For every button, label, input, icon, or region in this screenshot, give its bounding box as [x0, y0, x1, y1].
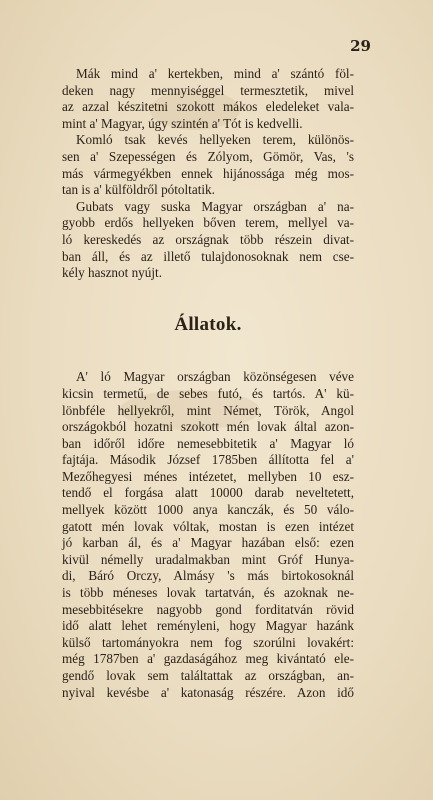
text-line: ló kereskedés az országnak több részein divat- — [62, 231, 354, 247]
text-line: gyobb erdős hellyeken bőven terem, mellyel va- — [62, 215, 354, 231]
text-line: Komló tsak kevés hellyeken terem, különös- — [76, 132, 354, 148]
text-line: fajtája. Második József 1785ben állította fel a' — [62, 452, 354, 468]
page-number: 29 — [350, 37, 371, 55]
text-column — [62, 66, 354, 701]
text-line: az azzal készitetni szokott mákos eledeleket vala- — [62, 99, 354, 115]
text-line: Mezőhegyesi ménes intézetet, mellyben 10 esz- — [62, 468, 354, 484]
paragraph-hops — [62, 132, 354, 198]
paragraph-gall — [62, 199, 354, 282]
paragraph-poppy — [62, 66, 354, 132]
text-line: ban időről időre nemesebbitetik a' Magyar ló — [62, 435, 354, 451]
text-line: tan is a' külföldről pótoltatik. — [62, 182, 215, 198]
text-line: tendő el forgása alatt 10000 darab neveltetett, — [62, 485, 354, 501]
text-line: is több méneses lovak tartatván, és azoknak ne- — [62, 585, 354, 601]
text-line: sen a' Szepességen és Zólyom, Gömör, Vas, 's — [62, 148, 354, 164]
text-line: Mák mind a' kertekben, mind a' szántó föl- — [76, 66, 354, 81]
text-line: nyival kevésbe a' katonaság részére. Azon idő — [62, 684, 354, 700]
text-line: más vármegyékben ennek hijánossága még mos- — [62, 165, 354, 181]
text-line: deken nagy mennyiséggel termesztetik, mivel — [62, 82, 354, 98]
section-heading: Állatok. — [174, 313, 242, 335]
text-line: ban áll, és az illető tulajdonosoknak nem cse- — [62, 248, 354, 264]
text-line: di, Báró Orczy, Almásy 's más birtokosoknál — [62, 568, 354, 584]
text-line: idő alatt lehet reményleni, hogy Magyar hazánk — [62, 618, 354, 634]
text-line: mesebbitésekre nagyobb gond forditatván rövid — [62, 601, 354, 617]
text-line: országokból hozatni szokott mén lovak által azon- — [62, 419, 354, 435]
text-line: még 1787ben a' gazdaságához meg kivántató ele- — [62, 651, 354, 667]
paragraph-horses — [62, 369, 354, 701]
text-line: lönbféle hellyekről, mint Német, Török, Angol — [62, 402, 354, 418]
text-line: külső tartományokra nem fog szorúlni lovakért: — [62, 634, 354, 650]
text-line: gatott mén lovak vóltak, mostan is ezen intézet — [62, 518, 354, 534]
text-line: gendő lovak sem találtattak az országban, an- — [62, 668, 354, 683]
text-line: kivül némelly uradalmakban mint Gróf Hunya- — [62, 551, 354, 567]
text-line: Gubats vagy suska Magyar országban a' na- — [76, 198, 354, 214]
text-line: kicsin termetű, de sebes futó, és tartós. A' kü- — [62, 385, 354, 401]
text-line: A' ló Magyar országban közönségesen véve — [76, 369, 354, 385]
text-line: mint a' Magyar, úgy szintén a' Tót is kedvelli. — [62, 115, 303, 131]
text-line: mellyek között 1000 anya kanczák, és 50 válo- — [62, 502, 354, 518]
text-line: kély hasznot nyújt. — [62, 265, 162, 281]
text-line: jó karban ál, és a' Magyar hazában első: ezen — [62, 535, 354, 551]
